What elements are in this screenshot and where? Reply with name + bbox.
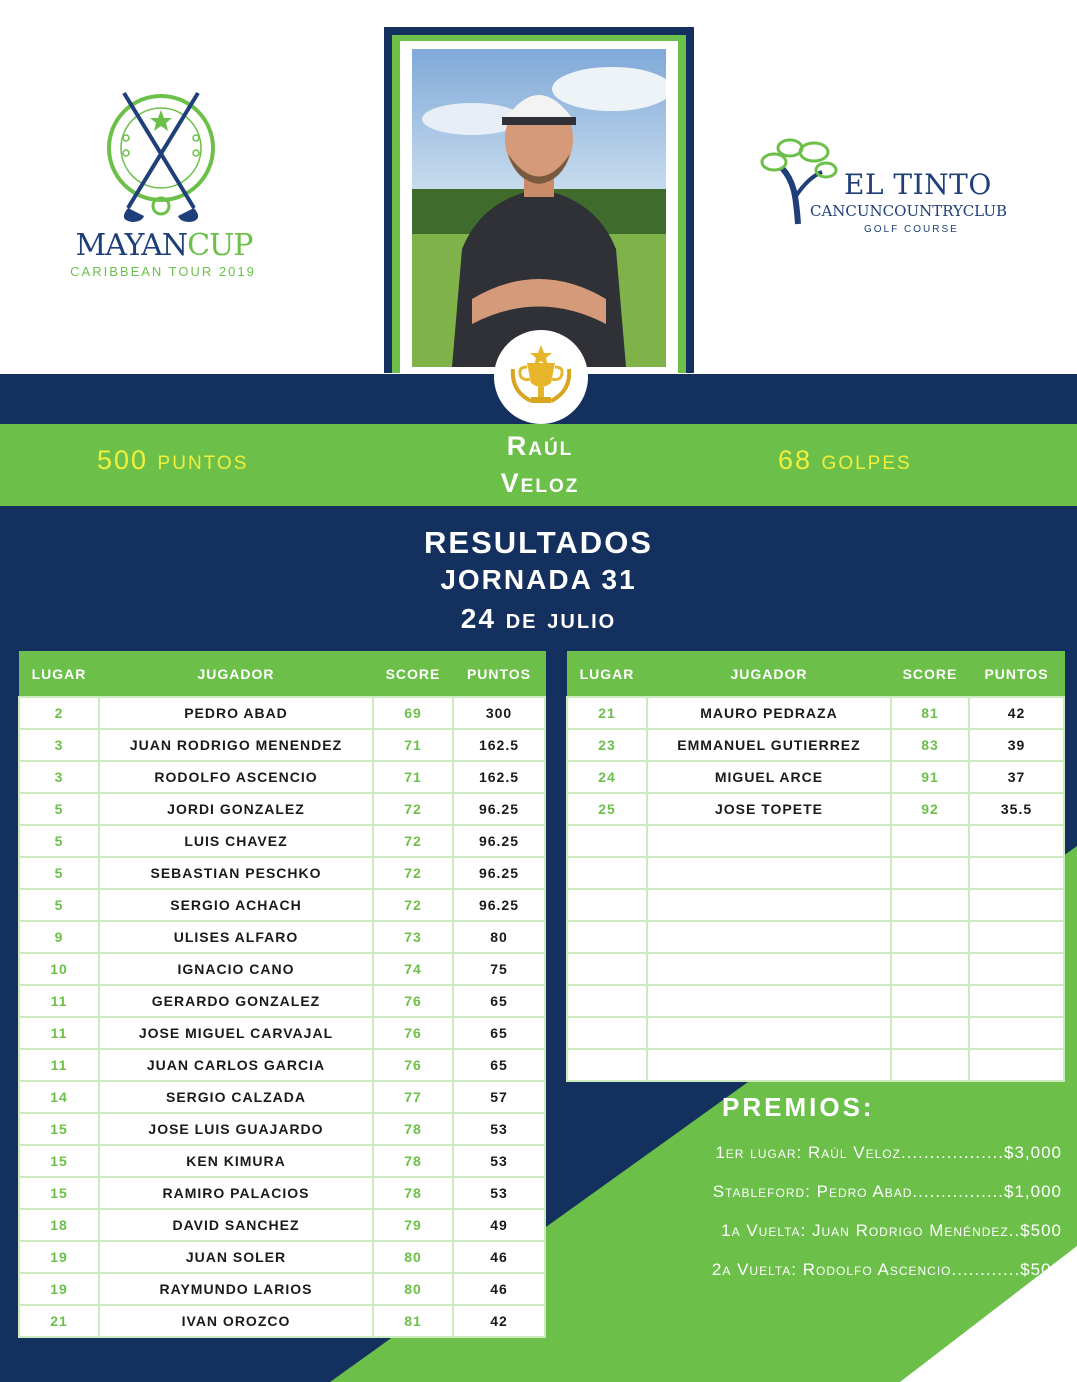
cell-score: 78 xyxy=(373,1145,453,1177)
cell-score: 92 xyxy=(891,793,969,825)
cell-score: 72 xyxy=(373,825,453,857)
cell-score: 72 xyxy=(373,857,453,889)
el-tinto-subtitle: CANCUNCOUNTRYCLUB xyxy=(810,202,1007,220)
table-row xyxy=(19,1017,545,1049)
cell-score: 80 xyxy=(373,1273,453,1305)
col-header-lugar: LUGAR xyxy=(19,652,99,698)
trophy-badge xyxy=(494,330,588,424)
results-jornada: JORNADA 31 xyxy=(440,564,637,595)
table-row xyxy=(19,1081,545,1113)
cell-puntos: 96.25 xyxy=(453,889,545,921)
cell-score xyxy=(891,953,969,985)
col-header-puntos: PUNTOS xyxy=(969,652,1064,698)
cell-puntos: 75 xyxy=(453,953,545,985)
cell-lugar: 5 xyxy=(19,793,99,825)
table-row xyxy=(19,889,545,921)
cell-lugar: 15 xyxy=(19,1145,99,1177)
cell-puntos: 35.5 xyxy=(969,793,1064,825)
cell-jugador xyxy=(647,825,891,857)
col-header-score: SCORE xyxy=(373,652,453,698)
results-title: RESULTADOS xyxy=(424,525,653,560)
cell-jugador: EMMANUEL GUTIERREZ xyxy=(647,729,891,761)
cell-jugador xyxy=(647,889,891,921)
table-row xyxy=(567,1017,1064,1049)
cell-jugador xyxy=(647,921,891,953)
col-header-score: SCORE xyxy=(891,652,969,698)
crossed-clubs-icon xyxy=(96,88,226,228)
cell-lugar: 21 xyxy=(19,1305,99,1337)
cell-score xyxy=(891,1017,969,1049)
table-row xyxy=(19,1305,545,1337)
table-row xyxy=(567,857,1064,889)
results-table-right xyxy=(566,651,1065,1082)
cell-puntos: 300 xyxy=(453,697,545,729)
cell-puntos: 65 xyxy=(453,985,545,1017)
cell-score: 81 xyxy=(373,1305,453,1337)
table-row xyxy=(19,857,545,889)
table-row xyxy=(567,761,1064,793)
cell-jugador: JOSE MIGUEL CARVAJAL xyxy=(99,1017,373,1049)
cell-jugador xyxy=(647,1017,891,1049)
cell-lugar: 23 xyxy=(567,729,647,761)
table-row xyxy=(19,921,545,953)
mayan-cup-subtitle: CARIBBEAN TOUR 2019 xyxy=(70,264,256,279)
table-row xyxy=(19,1273,545,1305)
cell-jugador: SEBASTIAN PESCHKO xyxy=(99,857,373,889)
cell-score: 71 xyxy=(373,729,453,761)
cell-lugar xyxy=(567,1049,647,1081)
cell-lugar xyxy=(567,921,647,953)
cell-lugar: 19 xyxy=(19,1241,99,1273)
cell-lugar: 11 xyxy=(19,1017,99,1049)
cell-puntos: 57 xyxy=(453,1081,545,1113)
prize-item: 1er lugar: Raúl Veloz..................$3,000 xyxy=(715,1143,1062,1162)
table-row xyxy=(19,729,545,761)
table-row xyxy=(567,889,1064,921)
cell-score: 78 xyxy=(373,1113,453,1145)
table-row xyxy=(567,697,1064,729)
cell-jugador: JUAN RODRIGO MENENDEZ xyxy=(99,729,373,761)
mayan-cup-logo xyxy=(58,88,268,288)
cell-score: 76 xyxy=(373,1017,453,1049)
cell-score: 72 xyxy=(373,889,453,921)
cell-score: 76 xyxy=(373,985,453,1017)
cell-puntos: 49 xyxy=(453,1209,545,1241)
cell-puntos: 96.25 xyxy=(453,793,545,825)
table-row xyxy=(567,1049,1064,1081)
table-row xyxy=(567,921,1064,953)
cell-puntos: 42 xyxy=(453,1305,545,1337)
cell-lugar: 14 xyxy=(19,1081,99,1113)
cell-score: 77 xyxy=(373,1081,453,1113)
table-row xyxy=(567,729,1064,761)
cell-score: 71 xyxy=(373,761,453,793)
cell-lugar: 15 xyxy=(19,1177,99,1209)
cell-jugador: ULISES ALFARO xyxy=(99,921,373,953)
table-row xyxy=(19,1113,545,1145)
cell-jugador: RODOLFO ASCENCIO xyxy=(99,761,373,793)
cell-lugar xyxy=(567,1017,647,1049)
results-date: 24 de julio xyxy=(460,603,617,634)
cell-lugar: 5 xyxy=(19,889,99,921)
cell-puntos: 53 xyxy=(453,1145,545,1177)
cell-jugador: JUAN CARLOS GARCIA xyxy=(99,1049,373,1081)
cell-puntos xyxy=(969,1017,1064,1049)
cell-puntos: 37 xyxy=(969,761,1064,793)
col-header-jugador: JUGADOR xyxy=(647,652,891,698)
table-row xyxy=(19,1049,545,1081)
table-header-row xyxy=(19,652,545,698)
cell-lugar: 3 xyxy=(19,761,99,793)
cell-puntos: 162.5 xyxy=(453,761,545,793)
cell-score: 83 xyxy=(891,729,969,761)
cell-lugar xyxy=(567,857,647,889)
cell-puntos: 65 xyxy=(453,1017,545,1049)
winner-points: 500 puntos xyxy=(97,445,249,475)
cell-lugar xyxy=(567,825,647,857)
cell-jugador xyxy=(647,953,891,985)
prize-item: 1a Vuelta: Juan Rodrigo Menéndez..$500 xyxy=(721,1221,1062,1240)
cell-puntos: 53 xyxy=(453,1113,545,1145)
cell-puntos xyxy=(969,953,1064,985)
cell-jugador: LUIS CHAVEZ xyxy=(99,825,373,857)
cell-lugar: 25 xyxy=(567,793,647,825)
cell-lugar xyxy=(567,985,647,1017)
cell-jugador: RAMIRO PALACIOS xyxy=(99,1177,373,1209)
cell-lugar: 18 xyxy=(19,1209,99,1241)
cell-jugador: DAVID SANCHEZ xyxy=(99,1209,373,1241)
cell-score: 74 xyxy=(373,953,453,985)
cell-puntos xyxy=(969,857,1064,889)
cell-jugador xyxy=(647,1049,891,1081)
cell-jugador: IGNACIO CANO xyxy=(99,953,373,985)
cell-puntos: 80 xyxy=(453,921,545,953)
cell-puntos xyxy=(969,889,1064,921)
cell-jugador: IVAN OROZCO xyxy=(99,1305,373,1337)
golf-course-label: GOLF COURSE xyxy=(864,224,959,235)
cell-jugador xyxy=(647,985,891,1017)
cell-puntos xyxy=(969,985,1064,1017)
table-row xyxy=(19,825,545,857)
table-row xyxy=(19,1209,545,1241)
cell-jugador: JOSE TOPETE xyxy=(647,793,891,825)
cell-score xyxy=(891,921,969,953)
cell-puntos: 46 xyxy=(453,1241,545,1273)
table-row xyxy=(19,1241,545,1273)
cell-lugar: 5 xyxy=(19,825,99,857)
cell-jugador xyxy=(647,857,891,889)
cell-puntos xyxy=(969,825,1064,857)
cell-score: 91 xyxy=(891,761,969,793)
cell-score: 79 xyxy=(373,1209,453,1241)
cell-puntos xyxy=(969,921,1064,953)
table-row xyxy=(19,1177,545,1209)
cell-jugador: KEN KIMURA xyxy=(99,1145,373,1177)
trophy-icon xyxy=(503,339,579,415)
cell-puntos: 96.25 xyxy=(453,857,545,889)
prize-item: 2a Vuelta: Rodolfo Ascencio............$500 xyxy=(711,1260,1062,1279)
col-header-puntos: PUNTOS xyxy=(453,652,545,698)
el-tinto-logo xyxy=(752,132,1042,252)
cell-lugar: 10 xyxy=(19,953,99,985)
cell-lugar: 11 xyxy=(19,1049,99,1081)
cell-score: 72 xyxy=(373,793,453,825)
prize-item: Stableford: Pedro Abad................$1,000 xyxy=(712,1182,1062,1201)
cell-score: 80 xyxy=(373,1241,453,1273)
el-tinto-title: EL TINTO xyxy=(844,168,992,201)
table-row xyxy=(567,953,1064,985)
table-row xyxy=(567,793,1064,825)
cell-score xyxy=(891,1049,969,1081)
cell-score xyxy=(891,985,969,1017)
winner-photo xyxy=(412,49,666,367)
cell-jugador: SERGIO CALZADA xyxy=(99,1081,373,1113)
cell-puntos: 39 xyxy=(969,729,1064,761)
cell-score: 78 xyxy=(373,1177,453,1209)
table-row xyxy=(19,985,545,1017)
cell-jugador: JORDI GONZALEZ xyxy=(99,793,373,825)
cell-lugar: 11 xyxy=(19,985,99,1017)
cell-jugador: MAURO PEDRAZA xyxy=(647,697,891,729)
cell-lugar: 21 xyxy=(567,697,647,729)
cell-jugador: GERARDO GONZALEZ xyxy=(99,985,373,1017)
cell-jugador: JOSE LUIS GUAJARDO xyxy=(99,1113,373,1145)
winner-photo-frame xyxy=(384,27,694,373)
cell-lugar: 5 xyxy=(19,857,99,889)
col-header-jugador: JUGADOR xyxy=(99,652,373,698)
table-header-row xyxy=(567,652,1064,698)
results-table-left xyxy=(18,651,546,1338)
table-row xyxy=(19,953,545,985)
cell-puntos: 65 xyxy=(453,1049,545,1081)
cell-score xyxy=(891,825,969,857)
cell-puntos xyxy=(969,1049,1064,1081)
premios-title: PREMIOS: xyxy=(722,1092,875,1122)
cell-lugar: 24 xyxy=(567,761,647,793)
table-row xyxy=(19,697,545,729)
cell-lugar: 2 xyxy=(19,697,99,729)
cell-puntos: 96.25 xyxy=(453,825,545,857)
mayan-cup-title: MAYANCUP xyxy=(75,228,253,263)
cell-score: 69 xyxy=(373,697,453,729)
table-row xyxy=(567,825,1064,857)
cell-lugar: 3 xyxy=(19,729,99,761)
cell-score: 81 xyxy=(891,697,969,729)
table-row xyxy=(19,761,545,793)
cell-score: 76 xyxy=(373,1049,453,1081)
cell-lugar xyxy=(567,953,647,985)
table-row xyxy=(19,793,545,825)
cell-jugador: SERGIO ACHACH xyxy=(99,889,373,921)
cell-puntos: 46 xyxy=(453,1273,545,1305)
winner-name: Raúl Veloz xyxy=(500,431,580,498)
cell-score xyxy=(891,857,969,889)
cell-jugador: PEDRO ABAD xyxy=(99,697,373,729)
cell-score xyxy=(891,889,969,921)
cell-lugar: 15 xyxy=(19,1113,99,1145)
cell-lugar: 9 xyxy=(19,921,99,953)
col-header-lugar: LUGAR xyxy=(567,652,647,698)
cell-puntos: 42 xyxy=(969,697,1064,729)
cell-jugador: JUAN SOLER xyxy=(99,1241,373,1273)
cell-jugador: RAYMUNDO LARIOS xyxy=(99,1273,373,1305)
table-row xyxy=(567,985,1064,1017)
cell-puntos: 162.5 xyxy=(453,729,545,761)
cell-lugar xyxy=(567,889,647,921)
cell-lugar: 19 xyxy=(19,1273,99,1305)
cell-jugador: MIGUEL ARCE xyxy=(647,761,891,793)
winner-strokes: 68 golpes xyxy=(778,445,912,475)
cell-puntos: 53 xyxy=(453,1177,545,1209)
cell-score: 73 xyxy=(373,921,453,953)
table-row xyxy=(19,1145,545,1177)
